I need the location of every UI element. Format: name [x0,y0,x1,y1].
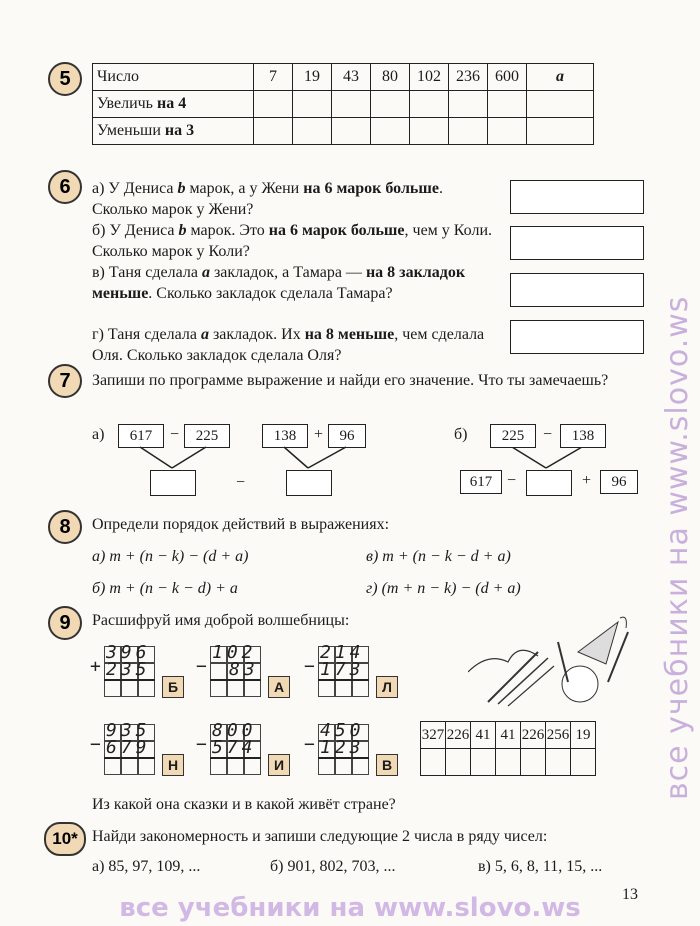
row-label-increase: Увеличь на 4 [93,91,254,118]
operation-sign: − [196,734,207,755]
value-cell: a [527,64,594,91]
letter-answer-cell[interactable] [546,749,571,776]
ex7b-op-minus: − [543,426,553,443]
ex8-expr-c: в) m + (n − k − d + a) [366,548,511,565]
page-number: 13 [622,886,638,903]
letter-answer-cell[interactable] [521,749,546,776]
exercise-5-number: 5 [48,62,82,96]
exercise-7-text: Запиши по программе выражение и найди его значение. Что ты замечаешь? [92,372,609,389]
grid-cell [210,663,227,680]
letter-answer-cell[interactable] [496,749,521,776]
value-cell: 80 [371,64,410,91]
cipher-letter: Л [376,676,398,698]
answer-digit-cell[interactable] [352,680,369,697]
cipher-letter: Б [162,676,184,698]
cipher-letter: И [268,754,290,776]
exercise-7-number: 7 [48,364,82,398]
ex7b-box-138: 138 [560,424,606,448]
top-number: 935 [106,720,151,741]
wizard-illustration [468,612,648,712]
ex7b-box-225: 225 [490,424,536,448]
ex7b-op-plus: + [582,472,592,489]
exercise-9-number: 9 [48,606,82,640]
answer-digit-cell[interactable] [138,758,155,775]
operation-sign: + [90,656,101,677]
answer-key-cell: 256 [546,722,571,749]
ex10-seq-b: б) 901, 802, 703, ... [270,858,396,875]
value-cell: 236 [449,64,488,91]
answer-digit-cell[interactable] [335,680,352,697]
ex7a-box-96: 96 [328,424,366,448]
exercise-6a-text: а) У Дениса b марок, а у Жени на 6 марок больше. Сколько марок у Жени? [92,180,443,218]
top-number: 800 [212,720,257,741]
ex9-question: Из какой она сказки и в какой живёт стране? [92,796,396,813]
answer-key-cell: 41 [496,722,521,749]
operation-sign: − [304,734,315,755]
answer-digit-cell[interactable] [244,680,261,697]
answer-digit-cell[interactable] [104,680,121,697]
ex10-seq-c: в) 5, 6, 8, 11, 15, ... [478,858,603,875]
value-cell: 19 [293,64,332,91]
ex7a-box-138: 138 [262,424,308,448]
bottom-number: 574 [212,737,257,758]
answer-digit-cell[interactable] [318,758,335,775]
cipher-letter: В [376,754,398,776]
ex7b-label: б) [454,426,468,443]
letter-answer-cell[interactable] [571,749,596,776]
value-cell: 600 [488,64,527,91]
answer-key-cell: 226 [446,722,471,749]
exercise-8-text: Определи порядок действий в выражениях: [92,516,390,533]
answer-digit-cell[interactable] [121,680,138,697]
row-label-number: Число [93,64,254,91]
value-cell: 102 [410,64,449,91]
watermark-side: все учебники на www.slovo.ws [660,295,695,800]
bottom-number: 173 [320,659,365,680]
ex8-expr-d: г) (m + n − k) − (d + a) [366,580,521,597]
bottom-number: 83 [229,659,259,680]
operation-sign: − [304,656,315,677]
ex8-expr-a: а) m + (n − k) − (d + a) [92,548,249,565]
ex7a-op-minus: − [170,426,180,443]
answer-digit-cell[interactable] [335,758,352,775]
answer-key-cell: 327 [421,722,446,749]
ex7a-label: а) [92,426,105,443]
exercise-10-text: Найди закономерность и запиши следующие 2 числа в ряду чисел: [92,828,548,845]
operation-sign: − [90,734,101,755]
ex7a-op-plus: + [314,426,324,443]
exercise-6b-text: б) У Дениса b марок. Это на 6 марок больше, чем у Коли. Сколько марок у Коли? [92,222,492,260]
cipher-letter: А [268,676,290,698]
bottom-number: 123 [320,737,365,758]
exercise-6d-text: г) Таня сделала a закладок. Их на 8 меньше, чем сделала Оля. Сколько закладок сделала Оля? [92,326,485,364]
value-cell: 43 [332,64,371,91]
row-label-decrease: Уменьши на 3 [93,118,254,145]
exercise-10-number: 10* [44,822,86,856]
ex9-answer-table [420,721,596,776]
exercise-6c-text: в) Таня сделала a закладок, а Тамара — на 8 закладок меньше. Сколько закладок сделала Тамара? [92,264,466,302]
answer-digit-cell[interactable] [104,758,121,775]
ex7b-op-minus-2: − [507,472,517,489]
answer-digit-cell[interactable] [352,758,369,775]
answer-digit-cell[interactable] [227,680,244,697]
bottom-number: 679 [106,737,151,758]
answer-key-cell: 226 [521,722,546,749]
answer-digit-cell[interactable] [210,680,227,697]
exercise-6-number: 6 [48,170,82,204]
ex7a-op-minus-result: − [236,474,246,491]
ex7b-box-96: 96 [600,470,638,494]
watermark-bottom: все учебники на www.slovo.ws [119,893,581,923]
answer-digit-cell[interactable] [210,758,227,775]
top-number: 450 [320,720,365,741]
answer-digit-cell[interactable] [318,680,335,697]
value-cell: 7 [254,64,293,91]
answer-digit-cell[interactable] [244,758,261,775]
answer-digit-cell[interactable] [121,758,138,775]
ex10-seq-a: а) 85, 97, 109, ... [92,858,201,875]
exercise-8-number: 8 [48,510,82,544]
bottom-number: 235 [106,659,151,680]
top-number: 102 [212,642,257,663]
ex8-expr-b: б) m + (n − k − d) + a [92,580,238,597]
cipher-letter: Н [162,754,184,776]
answer-key-cell: 41 [471,722,496,749]
ex7a-box-225: 225 [184,424,230,448]
answer-key-cell: 19 [571,722,596,749]
operation-sign: − [196,656,207,677]
top-number: 214 [320,642,365,663]
ex7a-box-617: 617 [118,424,164,448]
answer-digit-cell[interactable] [227,758,244,775]
top-number: 396 [106,642,151,663]
exercise-9-text: Расшифруй имя доброй волшебницы: [92,612,350,629]
ex7b-box-617: 617 [460,470,502,494]
letter-answer-cell[interactable] [421,749,446,776]
ex7b-result[interactable] [526,470,572,496]
answer-digit-cell[interactable] [138,680,155,697]
letter-answer-cell[interactable] [471,749,496,776]
letter-answer-cell[interactable] [446,749,471,776]
